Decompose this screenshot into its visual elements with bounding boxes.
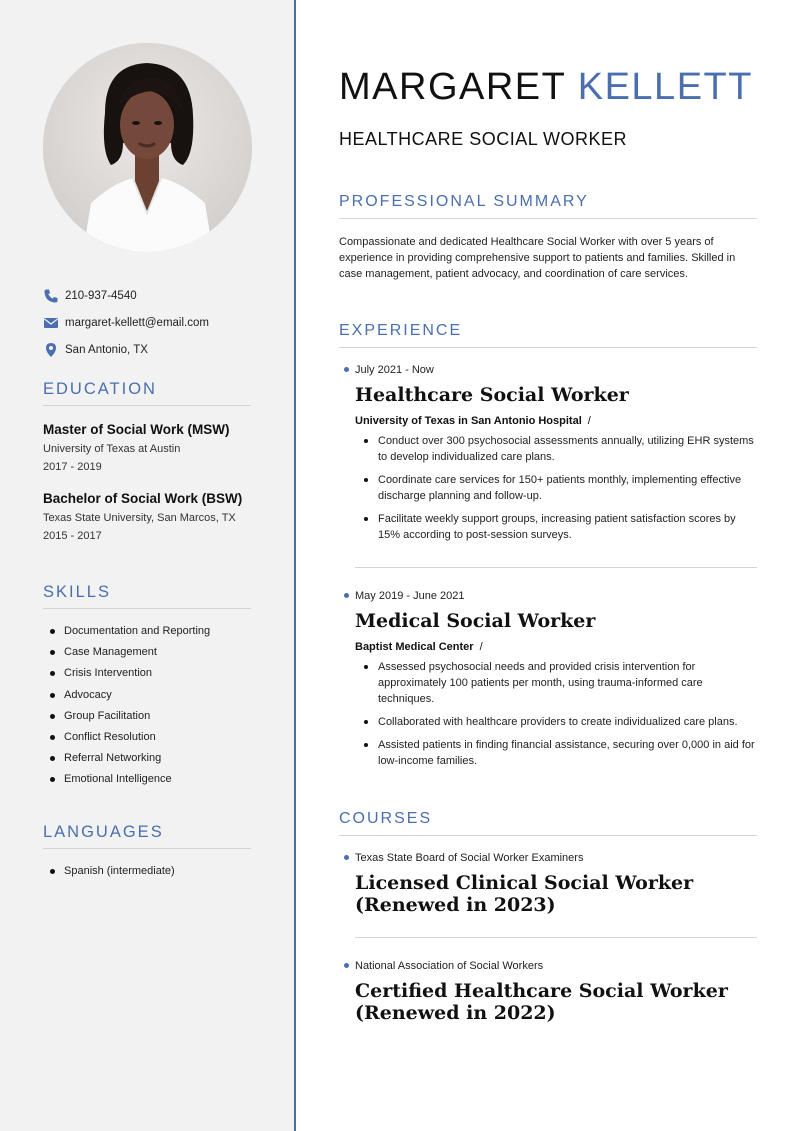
job-title: Medical Social Worker [355, 610, 596, 632]
job-duties [364, 433, 759, 550]
education-degree: Bachelor of Social Work (BSW) [43, 491, 243, 506]
org-separator: / [479, 641, 483, 653]
first-name: MARGARET [339, 66, 566, 108]
education-entry [43, 491, 258, 542]
job-date [344, 364, 434, 376]
email-address[interactable]: margaret-kellett@email.com [65, 317, 209, 329]
course-provider-text: Texas State Board of Social Worker Examiners [355, 852, 584, 864]
contact-phone [43, 288, 137, 304]
course-provider [344, 960, 543, 972]
phone-number[interactable]: 210-937-4540 [65, 290, 137, 302]
duty-item: Conduct over 300 psychosocial assessments annually, utilizing EHR systems to develop individualized care plans. [364, 433, 759, 465]
duty-item: Coordinate care services for 150+ patients monthly, implementing effective discharge planning and follow-up. [364, 472, 759, 504]
job-date [344, 590, 464, 602]
contact-location [43, 342, 148, 358]
languages-heading: LANGUAGES [43, 823, 251, 849]
phone-icon [43, 288, 59, 304]
profile-photo [43, 43, 252, 252]
timeline-dot [344, 367, 349, 372]
education-heading: EDUCATION [43, 380, 251, 406]
duty-item: Assisted patients in finding financial assistance, securing over 0,000 in aid for low-income families. [364, 737, 759, 769]
language-item: Spanish (intermediate) [50, 865, 175, 886]
course-title [355, 872, 693, 916]
summary-heading: PROFESSIONAL SUMMARY [339, 193, 757, 219]
location-pin-icon [43, 342, 59, 358]
education-degree: Master of Social Work (MSW) [43, 422, 230, 437]
candidate-title: HEALTHCARE SOCIAL WORKER [339, 129, 628, 149]
job-title: Healthcare Social Worker [355, 384, 629, 406]
education-entry [43, 422, 258, 473]
job-organization-name: University of Texas in San Antonio Hospital [355, 415, 582, 427]
job-organization [355, 415, 591, 427]
duty-item: Assessed psychosocial needs and provided crisis intervention for approximately 100 patients per month, using trauma-informed care techniques. [364, 659, 759, 707]
skills-list [50, 625, 210, 795]
skill-item: Case Management [50, 646, 210, 667]
candidate-name [339, 66, 753, 109]
course-title-line: Licensed Clinical Social Worker [355, 872, 694, 894]
job-date-text: July 2021 - Now [355, 364, 434, 376]
experience-heading: EXPERIENCE [339, 322, 757, 348]
education-years: 2015 - 2017 [43, 530, 102, 542]
course-title-line: (Renewed in 2022) [355, 1002, 556, 1024]
entry-separator [355, 937, 757, 938]
skill-item: Emotional Intelligence [50, 773, 210, 794]
duty-item: Facilitate weekly support groups, increasing patient satisfaction scores by 15% according to post-session surveys. [364, 511, 759, 543]
job-duties [364, 659, 759, 776]
email-icon [43, 315, 59, 331]
education-school: University of Texas at Austin [43, 443, 181, 455]
job-date-text: May 2019 - June 2021 [355, 590, 465, 602]
last-name: KELLETT [577, 66, 753, 108]
skill-item: Conflict Resolution [50, 731, 210, 752]
timeline-dot [344, 963, 349, 968]
org-separator: / [587, 415, 591, 427]
course-provider-text: National Association of Social Workers [355, 960, 544, 972]
courses-heading: COURSES [339, 810, 757, 836]
course-title [355, 980, 728, 1024]
duty-item: Collaborated with healthcare providers to create individualized care plans. [364, 714, 759, 730]
course-title-line: (Renewed in 2023) [355, 894, 556, 916]
timeline-dot [344, 593, 349, 598]
timeline-dot [344, 855, 349, 860]
education-school: Texas State University, San Marcos, TX [43, 512, 236, 524]
profile-portrait-graphic [43, 43, 252, 252]
sidebar-divider [294, 0, 296, 1131]
job-organization-name: Baptist Medical Center [355, 641, 474, 653]
skill-item: Documentation and Reporting [50, 625, 210, 646]
languages-list [50, 865, 175, 886]
contact-email [43, 315, 209, 331]
job-organization [355, 641, 483, 653]
education-years: 2017 - 2019 [43, 461, 102, 473]
skills-heading: SKILLS [43, 583, 251, 609]
entry-separator [355, 567, 757, 568]
skill-item: Referral Networking [50, 752, 210, 773]
course-provider [344, 852, 583, 864]
course-title-line: Certified Healthcare Social Worker [355, 980, 728, 1002]
summary-text: Compassionate and dedicated Healthcare Social Worker with over 5 years of experience in providing comprehensive support to patients and families. Skilled in case management, patient advocacy, and coordination of care services. [339, 236, 736, 280]
skill-item: Group Facilitation [50, 710, 210, 731]
location-text: San Antonio, TX [65, 344, 148, 356]
skill-item: Advocacy [50, 689, 210, 710]
skill-item: Crisis Intervention [50, 667, 210, 688]
